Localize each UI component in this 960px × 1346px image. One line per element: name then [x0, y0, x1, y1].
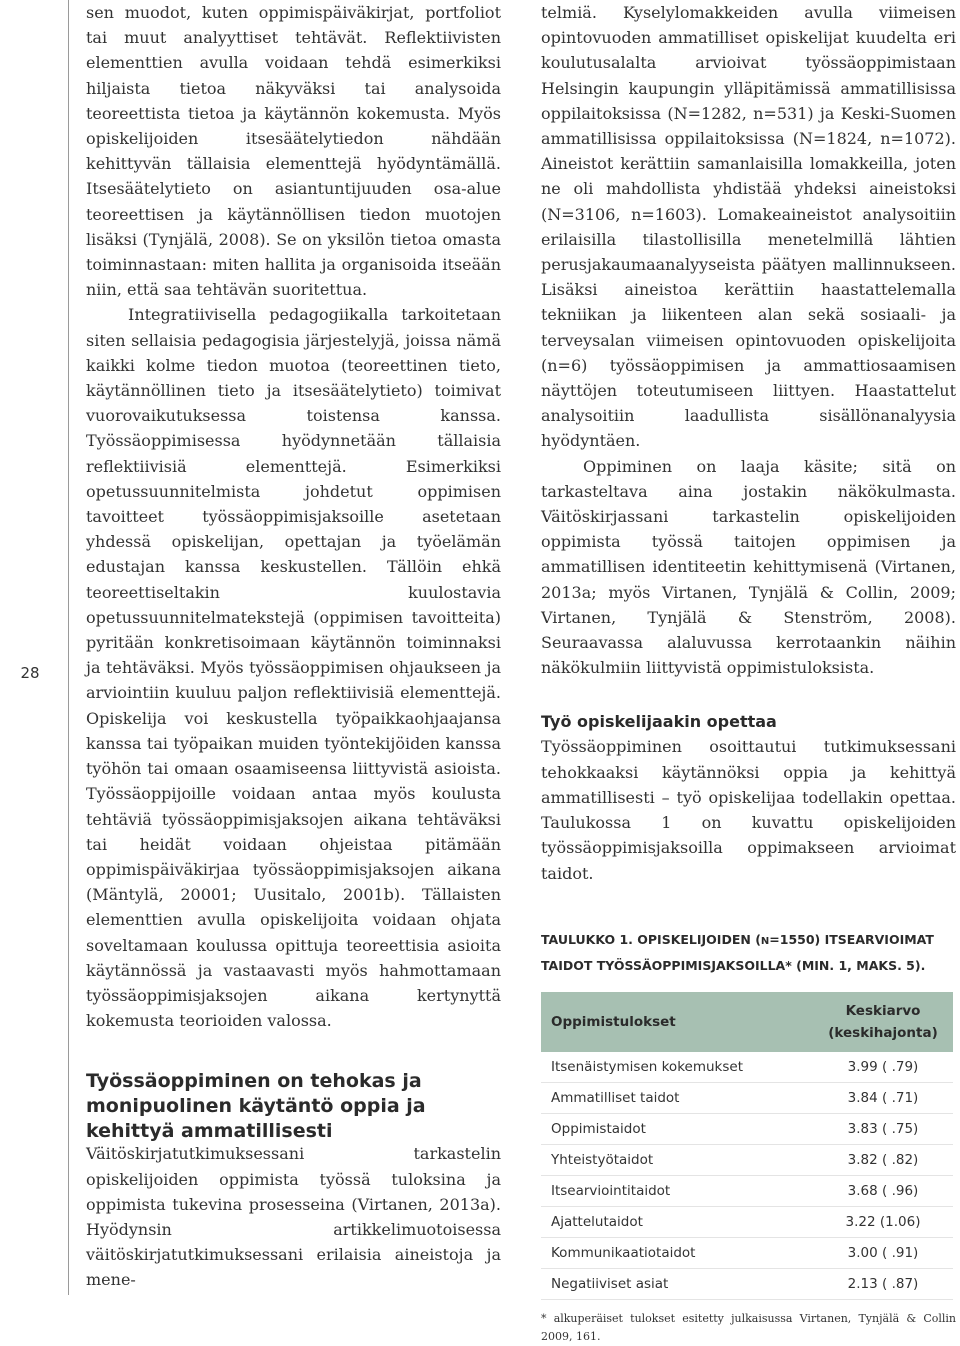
table-caption: [541, 928, 956, 978]
row-label: Itsearviointitaidot: [541, 1175, 813, 1206]
table-caption-part2: =1550) ITSEARVIOIMAT TAIDOT TYÖSSÄOPPIMISJAKSOILLA* (MIN. 1, MAKS. 5).: [541, 931, 934, 973]
table-caption-n: N: [760, 935, 770, 947]
header-keskiarvo: [813, 992, 953, 1052]
row-value: 3.99 ( .79): [813, 1052, 953, 1083]
row-label: Ajattelutaidot: [541, 1206, 813, 1237]
header-keskiarvo-line1: Keskiarvo: [845, 1002, 921, 1019]
table-row: [541, 1144, 953, 1175]
left-paragraph-3: Väitöskirjatutkimuksessani tarkastelin opiskelijoiden oppimista työssä tuloksina ja oppimista tukevina prosesseina (Virtanen, 2013a). Hyödynsin artikkelimuotoisessa väitöskirjatutkimuksessani erilaisia aineistoja ja mene-: [86, 1144, 501, 1290]
row-label: Yhteistyötaidot: [541, 1144, 813, 1175]
right-paragraph-3: Työssäoppiminen osoittautui tutkimuksessani tehokkaaksi käytännöksi oppia ja kehittyä ammatillisesti – työ opiskelijaa todellakin opettaa. Taulukossa 1 on kuvattu opiskelijoiden työssäoppimisjaksoilla oppimakseen arvioimat taidot.: [541, 737, 956, 883]
page-number: 28: [20, 664, 40, 682]
left-paragraph-2: Integratiivisella pedagogiikalla tarkoitetaan siten sellaisia pedagogisia järjestelyjä, joissa nämä kaikki kolme tiedon muotoa (teoreettinen tieto, käytännöllinen tieto ja itsesäätelytieto) toimivat vuorovaikutuksessa toistensa kanssa. Työssäoppimisessa hyödynnetään tällaisia reflektiivisiä elementtejä. Esimerkiksi opetussuunnitelmista johdetut oppimisen tavoitteet työssäoppimisjaksoille asetetaan yhdessä opiskelijan, opettajan ja työelämän edustajan kanssa keskustellen. Tällöin ehkä teoreettiseltakin kuulostavia opetussuunnitelmatekstejä (oppimisen tavoitteita) pyritään konkretisoimaan käytännön toiminnaksi ja tehtäväksi. Myös työssäoppimisen ohjaukseen ja arviointiin kuuluu paljon reflektiivisiä elementtejä. Opiskelija voi keskustella työpaikkaohjaajansa kanssa tai työpaikan muiden työntekijöiden kanssa työhön tai omaan osaamiseensa liittyvistä asioista. Työssäoppijoille voidaan antaa myös koulusta tehtäviä työssäoppimisjaksojen aikana tehtäväksi tai heidät voidaan ohjeistaa pitämään oppimispäiväkirjaa työssäoppimisjaksojen aikana (Mäntylä, 20001; Uusitalo, 2001b). Tällaisten elementtien avulla opiskelijoita voidaan ohjata soveltamaan koulussa opittuja teoreettisia asioita käytännössä ja vastaavasti myös hahmottamaan työssäoppimisjaksojen aikana kertynyttä kokemusta teorioiden valossa.: [86, 305, 501, 1031]
right-paragraph-2: Oppiminen on laaja käsite; sitä on tarkasteltava aina jostakin näkökulmasta. Väitöskirjassani tarkastelin opiskelijoiden oppimista työssä taitojen oppimisen ja ammatillisen identiteetin kehittymisenä (Virtanen, 2013a; myös Virtanen, Tynjälä & Collin, 2009; Virtanen, Tynjälä & Stenström, 2008). Seuraavassa alaluvussa kerrotaankin näihin näkökulmiin liittyvistä oppimistuloksista.: [541, 456, 956, 678]
row-label: Oppimistaidot: [541, 1113, 813, 1144]
left-paragraph-1: sen muodot, kuten oppimispäiväkirjat, portfoliot tai muut analyyttiset tehtävät. Reflektiivisten elementtien avulla voidaan tehdä esimerkiksi hiljaista tietoa näkyväksi tai analysoida teoreettista tietoa ja käytännön kokemusta. Myös opiskelijoiden itsesäätelytiedon nähdään kehittyvän tällaisia elementtejä hyödyntämällä. Itsesäätelytieto on asiantuntijuuden osa-alue teoreettisen ja käytännöllisen tiedon muotojen lisäksi (Tynjälä, 2008). Se on yksilön tietoa omasta toiminnastaan: miten hallita ja organisoida itseään niin, että saa tehtävän suoritettua.: [86, 3, 501, 300]
header-keskiarvo-line2: (keskihajonta): [828, 1024, 938, 1041]
margin-rule: [68, 0, 69, 1295]
row-value: 3.68 ( .96): [813, 1175, 953, 1206]
table-row: [541, 1113, 953, 1144]
header-oppimistulokset: Oppimistulokset: [541, 992, 813, 1052]
right-column: [541, 0, 956, 1346]
row-value: 3.83 ( .75): [813, 1113, 953, 1144]
row-value: 3.82 ( .82): [813, 1144, 953, 1175]
row-label: Kommunikaatiotaidot: [541, 1237, 813, 1268]
row-label: Negatiiviset asiat: [541, 1268, 813, 1299]
right-paragraph-1: telmiä. Kyselylomakkeiden avulla viimeisen opintovuoden ammatilliset opiskelijat kuudelta eri koulutusalalta arvioivat työssäoppimistaan Helsingin kaupungin ylläpitämissä ammatillisissa oppilaitoksissa (N=1282, n=531) ja Keski-Suomen ammatillisissa oppilaitoksissa (N=1824, n=1072). Aineistot kerättiin samanlaisilla lomakkeilla, joten ne oli mahdollista yhdistää yhdeksi aineistoksi (N=3106, n=1603). Lomakeaineistot analysoitiin erilaisilla tilastollisilla menetelmillä lähtien perusjakaumaanalyyseista päätyen mallinnukseen. Lisäksi aineistoa kerättiin haastattelemalla tekniikan ja liikenteen alan sekä sosiaali- ja terveysalan viimeisen opintovuoden opiskelijoita (n=6) työssäoppimisen ja ammattiosaamisen näyttöjen toteutumiseen liittyen. Haastattelut analysoitiin laadullista sisällönanalyysia hyödyntäen.: [541, 3, 956, 451]
table-caption-part1: TAULUKKO 1. OPISKELIJOIDEN (: [541, 931, 761, 947]
row-value: 3.22 (1.06): [813, 1206, 953, 1237]
table-footnote: * alkuperäiset tulokset esitetty julkaisussa Virtanen, Tynjälä & Collin 2009, 161.: [541, 1311, 956, 1343]
row-value: 2.13 ( .87): [813, 1268, 953, 1299]
table-row: [541, 1052, 953, 1083]
table-header-row: [541, 992, 953, 1052]
table-row: [541, 1082, 953, 1113]
section-heading-1: Työssäoppiminen on tehokas ja monipuolinen käytäntö oppia ja kehittyä ammatillisesti: [86, 1070, 426, 1143]
results-table: [541, 992, 953, 1300]
left-column: [86, 0, 501, 1293]
section-heading-2: Työ opiskelijaakin opettaa: [541, 712, 777, 732]
table-row: [541, 1237, 953, 1268]
row-value: 3.84 ( .71): [813, 1082, 953, 1113]
table-row: [541, 1206, 953, 1237]
row-value: 3.00 ( .91): [813, 1237, 953, 1268]
row-label: Itsenäistymisen kokemukset: [541, 1052, 813, 1083]
row-label: Ammatilliset taidot: [541, 1082, 813, 1113]
table-row: [541, 1175, 953, 1206]
